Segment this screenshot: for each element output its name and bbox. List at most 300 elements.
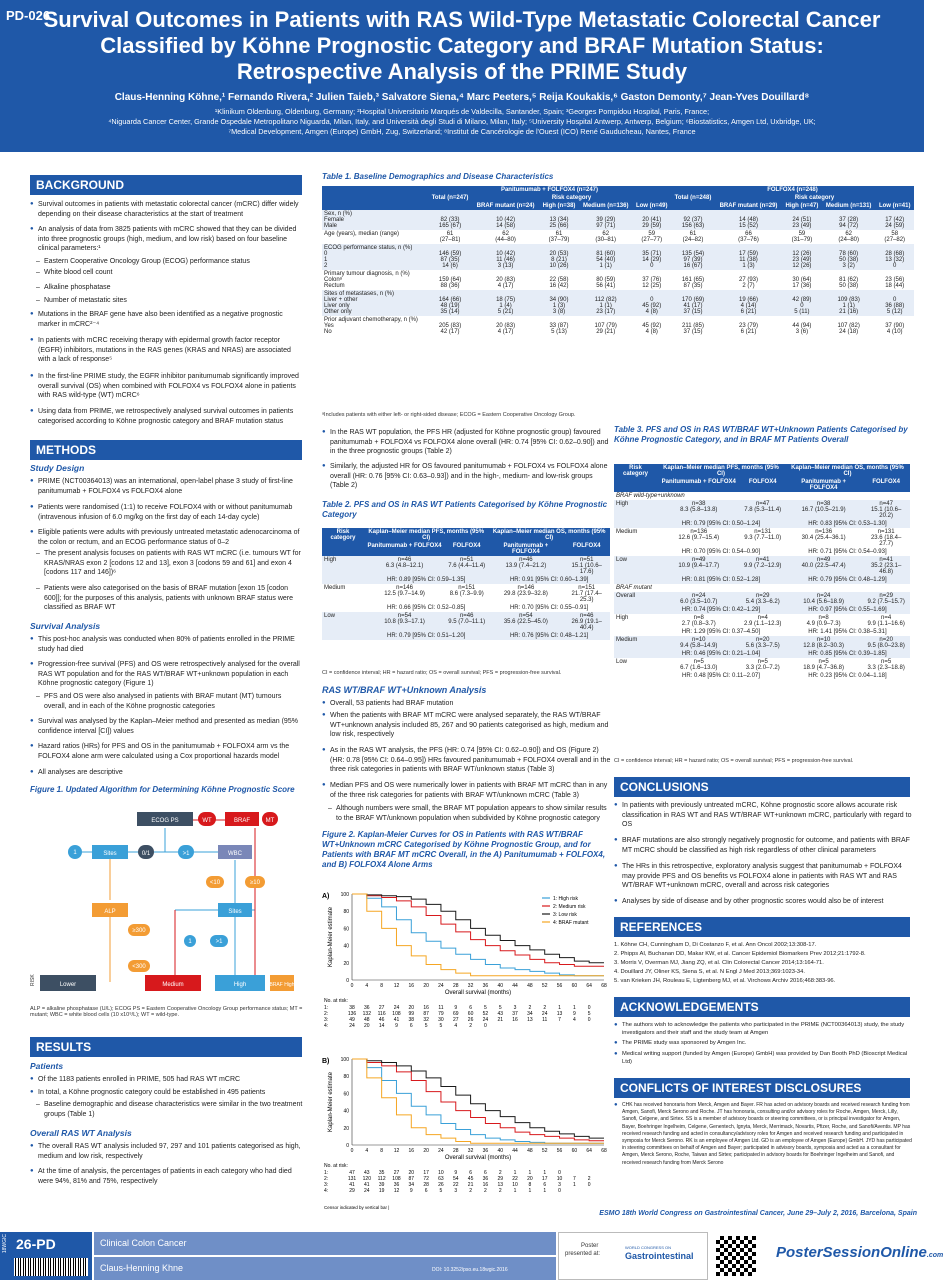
qr-code-icon[interactable] — [716, 1236, 756, 1276]
km-at-risk-value: 69 — [452, 1011, 459, 1017]
t1-cell: 161 (65) 87 (35) — [681, 277, 705, 289]
surv-bullet-5: ● All analyses are descriptive — [30, 768, 305, 778]
t1-cell: 107 (82) 24 (18) — [837, 323, 860, 335]
km-at-risk-value: 17 — [541, 1176, 548, 1182]
t1-cell: 20 (53) 8 (21) 10 (26) — [539, 244, 579, 270]
t1-cell: 22 (58) 16 (42) — [549, 277, 569, 289]
km-at-risk-value: 37 — [512, 1011, 518, 1017]
km-risk-category: Low — [614, 556, 657, 576]
t1-cell: 112 (82) 1 (1) 23 (17) — [579, 290, 633, 316]
t1-cell: 24 (51) 23 (49) — [782, 210, 822, 230]
km-x-tick: 28 — [452, 1148, 459, 1154]
t1-row — [322, 210, 914, 230]
t1-group-1: Panitumumab + FOLFOX4 (n=247) — [428, 186, 671, 194]
km-hr-os: HR: 0.71 [95% CI: 0.54–0.93] — [808, 549, 887, 555]
fc-lt10: <10 — [209, 880, 221, 886]
km-at-risk-value: 17 — [423, 1170, 429, 1176]
km-at-risk-value: 2: — [324, 1011, 329, 1017]
km-at-risk-value: 1 — [513, 1170, 517, 1176]
km-x-tick: 56 — [556, 983, 563, 989]
bg-dash-2: – White blood cell count — [30, 268, 305, 278]
km-blank — [614, 576, 657, 584]
overall-analysis-heading: Overall RAS WT Analysis — [30, 1128, 132, 1138]
km-at-risk-value: 24 — [541, 1011, 548, 1017]
km-at-risk-value: 28 — [423, 1182, 429, 1188]
km-at-risk-value: 4: — [324, 1188, 329, 1194]
t1-cell: 62 (24–80) — [838, 231, 859, 243]
km-at-risk-value: 0 — [558, 1170, 561, 1176]
km-risk-category: High — [322, 556, 364, 576]
km-x-tick: 64 — [586, 983, 592, 989]
surv-bullet-4: ● Hazard ratios (HRs) for PFS and OS in the panitumumab + FOLFOX4 arm vs the FOLFOX4 alone arm were calculated using a Cox proportional hazards model — [30, 742, 305, 761]
km-blank — [614, 628, 657, 636]
fc-braf-high: BRAF High — [269, 982, 295, 988]
km-panel-label: A) — [322, 893, 330, 900]
km-cell: n=54 35.6 (22.5–45.0) — [488, 612, 563, 632]
km-series-line — [352, 1059, 604, 1141]
km-y-label: Kaplan-Meier estimate — [328, 1071, 334, 1133]
t1-row-label: Sex, n (%) Female Male — [322, 210, 428, 230]
km-at-risk-value: 1 — [513, 1188, 517, 1194]
t1-col-10: Low (n=41) — [875, 202, 914, 210]
km-cell: n=24 10.4 (5.6–18.9) — [785, 592, 862, 606]
km-at-risk-value: 10 — [438, 1170, 444, 1176]
km-y-tick: 100 — [340, 892, 349, 898]
fc-alp: ALP — [104, 909, 116, 915]
t1-risk-1: Risk category — [472, 194, 671, 202]
km-cell: n=10 9.4 (5.8–14.9) — [657, 636, 741, 650]
km-at-risk-value: 2 — [587, 1176, 591, 1182]
footer-doi: DOI: 10.3252/pso.eu.18wgic.2016 — [432, 1267, 508, 1273]
km-at-risk-value: 5 — [484, 1005, 487, 1011]
km-y-tick: 100 — [340, 1057, 349, 1063]
km-cell: n=151 21.7 (17.4–25.3) — [571, 585, 602, 603]
km-panel — [322, 1057, 607, 1194]
km-hr-pfs: HR: 1.29 [95% CI: 0.37–4.50] — [681, 629, 761, 635]
km-x-tick: 40 — [497, 983, 504, 989]
km-x-tick: 24 — [438, 1148, 444, 1154]
km-cell: n=47 7.8 (5.3–11.4) — [741, 500, 785, 520]
t1-col-9: Medium (n=131) — [822, 202, 876, 210]
km-blank — [322, 576, 364, 584]
km-at-risk-value: 3: — [324, 1017, 329, 1023]
km-x-tick: 60 — [571, 983, 578, 989]
km-hr-os: HR: 0.76 [95% CI: 0.48–1.21] — [488, 632, 610, 640]
t1-cell: 10 (42) 14 (58) — [472, 210, 539, 230]
km-cell: n=41 9.9 (7.2–12.9) — [741, 556, 785, 576]
km-x-tick: 68 — [601, 1148, 607, 1154]
km-at-risk-value: 7 — [572, 1176, 576, 1182]
km-head-os: Kaplan–Meier median OS, months (95% CI) — [488, 528, 610, 542]
km-cell: n=41 35.2 (23.1–46.8) — [862, 556, 910, 576]
km-at-risk-value: 20 — [364, 1023, 370, 1029]
method-bullet-3: ● Eligible patients were adults with previously untreated metastatic adenocarcinoma of the colon or rectum, and an ECOG performance status of 0–2 — [30, 528, 305, 547]
poster-header — [0, 0, 924, 152]
t1-cell: 59 (27–77) — [641, 231, 663, 243]
t1-cell: 80 (59) 56 (41) — [596, 277, 616, 289]
km-censor-note: Censor indicated by vertical bar | — [324, 1205, 390, 1210]
t1-cell: 20 (83) 4 (17) — [496, 323, 516, 335]
km-x-tick: 48 — [527, 983, 533, 989]
km-x-tick: 12 — [393, 983, 400, 989]
km-at-risk-value: 22 — [512, 1176, 518, 1182]
km-cell: n=4 2.9 (1.1–12.3) — [744, 615, 782, 627]
km-head-arm: Panitumumab + FOLFOX4 — [785, 478, 862, 492]
km-x-tick: 28 — [452, 983, 459, 989]
t1-risk-2: Risk category — [715, 194, 914, 202]
barcode-icon — [14, 1258, 88, 1276]
km-at-risk-value: 2 — [484, 1188, 487, 1194]
concl-bullet-4: ● Analyses by side of disease and by other prognostic scores would also be of interest — [614, 897, 912, 907]
bg-bullet-3: ● Mutations in the BRAF gene have also been identified as a negative prognostic marker in mCRC²⁻⁴ — [30, 310, 305, 329]
km-at-risk-value: 2: — [324, 1176, 329, 1182]
km-hr-pfs: HR: 0.81 [95% CI: 0.52–1.28] — [657, 576, 785, 584]
km-risk-category: Medium — [324, 585, 346, 591]
km-head-arm: Panitumumab + FOLFOX4 — [657, 478, 741, 492]
km-x-tick: 52 — [541, 1148, 548, 1154]
km-cell: n=151 8.6 (7.3–9.9) — [449, 585, 484, 597]
t1-cell: 170 (69) 41 (17) 37 (15) — [671, 290, 715, 316]
km-blank — [614, 672, 657, 680]
t1-col-5: Low (n=49) — [633, 202, 671, 210]
km-at-risk-value: 1 — [572, 1182, 576, 1188]
ref-5: 5. van Krieken JH, Rouleau E, Ligtenberg MJ, et al. Virchows Archiv 2016;468:383-96. — [614, 978, 836, 984]
km-blank — [614, 548, 657, 556]
km-at-risk-value: 120 — [362, 1176, 371, 1182]
km-at-risk-value: 36 — [393, 1182, 400, 1188]
km-cell: n=146 29.8 (23.9–32.8) — [503, 585, 548, 597]
t1-cell: 211 (85) 37 (15) — [682, 323, 704, 335]
fc-01: 0/1 — [141, 851, 151, 857]
figure2-caption: Figure 2. Kaplan-Meier Curves for OS in Patients with RAS WT/BRAF WT+Unknown mCRC Categorised by Köhne Prognostic Group, and for Patients with BRAF MT mCRC Overall, in the A) Panitumumab + FOLFOX4, and B) FOLFOX4 Alone Arms — [322, 830, 606, 869]
acknowledgements-heading: ACKNOWLEDGEMENTS — [614, 997, 910, 1017]
t1-cell: 62 (30–81) — [595, 231, 617, 243]
km-at-risk-value: 9 — [454, 1005, 458, 1011]
km-at-risk-value: 12 — [393, 1188, 400, 1194]
km-cell: n=38 8.3 (5.8–13.8) — [657, 500, 741, 520]
t1-cell: 12 (26) 23 (49) 12 (26) — [782, 244, 822, 270]
t1-cell: 58 (27–82) — [884, 231, 906, 243]
km-at-risk-value: 79 — [438, 1011, 444, 1017]
km-at-risk-value: 1: — [324, 1005, 329, 1011]
km-at-risk-value: 16 — [512, 1017, 518, 1023]
bg-dash-3: – Alkaline phosphatase — [30, 283, 305, 293]
km-at-risk-value: 87 — [408, 1176, 415, 1182]
t1-cell: 164 (66) 48 (19) 35 (14) — [428, 290, 472, 316]
km-at-risk-value: 6 — [543, 1182, 547, 1188]
km-risk-category: Overall — [614, 592, 657, 606]
fc-wt: WT — [202, 818, 212, 824]
fc-ge300: ≥300 — [132, 928, 146, 934]
km-cell: n=47 15.1 (10.6–20.2) — [862, 500, 910, 520]
mid-bullet-2: ● Similarly, the adjusted HR for OS favoured panitumumab + FOLFOX4 vs FOLFOX4 alone overall (HR: 0.76 [95% CI: 0.63–0.93]) and in the high-, medium- and low-risk groups (Table 2) — [322, 462, 612, 491]
km-at-risk-value: 39 — [378, 1182, 385, 1188]
km-at-risk-value: 27 — [452, 1017, 459, 1023]
km-at-risk-value: 5 — [424, 1023, 428, 1029]
km-hr-os: HR: 0.79 [95% CI: 0.48–1.29] — [785, 576, 910, 584]
km-hr-pfs: HR: 0.66 [95% CI: 0.52–0.85] — [386, 605, 466, 611]
km-y-tick: 60 — [343, 1091, 349, 1098]
km-at-risk-value: 2 — [469, 1188, 472, 1194]
km-at-risk-value: 1 — [543, 1188, 547, 1194]
res-bullet-1: ● Of the 1183 patients enrolled in PRIME, 505 had RAS WT mCRC — [30, 1075, 305, 1085]
bg-bullet-4: ● In patients with mCRC receiving therapy with epidermal growth factor receptor (EGFR) inhibitors, mutations in the RAS genes (KRAS and NRAS) are associated with a lack of response⁵ — [30, 336, 305, 365]
references-heading: REFERENCES — [614, 917, 910, 937]
km-at-risk-value: 38 — [408, 1017, 415, 1023]
km-at-risk-value: 30 — [438, 1017, 444, 1023]
km-at-risk-value: 22 — [452, 1182, 459, 1188]
km-head-arm: FOLFOX4 — [563, 542, 610, 556]
t1-cell: 205 (83) 42 (17) — [438, 323, 462, 335]
km-cell: n=136 12.6 (9.7–15.4) — [678, 529, 720, 541]
t1-cell: 81 (62) 50 (38) — [839, 277, 859, 289]
km-hr-os: HR: 0.83 [95% CI: 0.53–1.30] — [785, 520, 910, 528]
t1-row — [322, 290, 914, 316]
km-series-line — [352, 1059, 604, 1143]
km-hr-os: HR: 0.91 [95% CI: 0.60–1.39] — [488, 576, 610, 584]
km-blank — [614, 650, 657, 658]
table1-caption: Table 1. Baseline Demographics and Disease Characteristics — [322, 172, 554, 181]
fc-lt300: <300 — [132, 964, 146, 970]
bg-dash-4: – Number of metastatic sites — [30, 296, 305, 306]
km-at-risk-value: 2 — [498, 1188, 502, 1194]
km-x-label: Overall survival (months) — [444, 1155, 512, 1161]
ref-2: 2. Phipps AI, Buchanan DD, Makar KW, et al. Cancer Epidemiol Biomarkers Prev 2012;21:1792-8. — [614, 951, 866, 957]
table2-caption: Table 2. PFS and OS in RAS WT Patients Categorised by Köhne Prognostic Category — [322, 500, 608, 519]
survival-analysis-heading: Survival Analysis — [30, 621, 101, 631]
t1-col-2: BRAF mutant (n=24) — [472, 202, 539, 210]
km-at-risk-value: 0 — [587, 1005, 591, 1011]
km-head-arm: FOLFOX4 — [741, 478, 785, 492]
km-at-risk-value: 0 — [587, 1182, 591, 1188]
km-at-risk-value: 5 — [587, 1011, 591, 1017]
ack-bullet-3: ● Medical writing support (funded by Amgen (Europe) GmbH) was provided by Dan Booth PhD (Bioscript Medical Ltd) — [614, 1050, 912, 1067]
footer-topic: Clinical Colon Cancer — [94, 1232, 556, 1255]
t1-col-8: High (n=47) — [782, 202, 822, 210]
km-at-risk-label: No. at risk: — [324, 1163, 348, 1169]
t1-cell: 23 (56) 18 (44) — [885, 277, 905, 289]
t1-cell: 18 (75) 1 (4) 5 (21) — [472, 290, 539, 316]
km-y-tick: 20 — [343, 960, 349, 967]
km-x-tick: 24 — [438, 983, 444, 989]
figure1-flowchart — [30, 800, 308, 998]
fc-wbc: WBC — [228, 851, 242, 857]
km-x-tick: 20 — [423, 983, 429, 989]
t1-cell: 0 45 (92) 4 (8) — [633, 290, 671, 316]
poster-word: Poster — [581, 1243, 599, 1249]
km-hr-pfs: HR: 0.79 [95% CI: 0.50–1.24] — [657, 520, 785, 528]
km-hr-pfs: HR: 0.70 [95% CI: 0.54–0.90] — [681, 549, 761, 555]
km-x-tick: 20 — [423, 1148, 429, 1154]
km-at-risk-value: 38 — [349, 1005, 355, 1011]
km-hr-os: HR: 0.85 [95% CI: 0.39–1.85] — [785, 650, 910, 658]
km-at-risk-value: 136 — [347, 1011, 357, 1017]
km-at-risk-value: 35 — [378, 1170, 385, 1176]
t1-cell: 78 (60) 50 (38) 3 (2) — [822, 244, 876, 270]
fc-ecog: ECOG PS — [151, 818, 179, 824]
km-cell: n=49 10.9 (9.4–17.7) — [657, 556, 741, 576]
km-x-tick: 36 — [482, 983, 489, 989]
bg-bullet-6: ● Using data from PRIME, we retrospectively analysed survival outcomes in patients categorised according to Köhne prognostic category and BRAF mutation status — [30, 407, 305, 426]
ref-4: 4. Douillard JY, Oliner KS, Siena S, et al. N Engl J Med 2013;369:1023-34. — [614, 969, 805, 975]
km-at-risk-value: 43 — [364, 1170, 370, 1176]
t1-col-4: Medium (n=136) — [579, 202, 633, 210]
table1 — [322, 186, 914, 336]
t1-cell: 20 (83) 4 (17) — [496, 277, 516, 289]
table3-footnote: CI = confidence interval; HR = hazard ratio; OS = overall survival; PFS = progression-free survival. — [614, 758, 854, 764]
method-dash-1: – The present analysis focuses on patients with RAS WT mCRC (i.e. tumours WT for KRAS/NRAS exon 2 [codons 12 and 13], exon 3 [codons 59 and 61] and exon 4 [codons 117 and 146])⁶ — [30, 549, 305, 578]
km-x-tick: 40 — [497, 1148, 504, 1154]
patients-heading: Patients — [30, 1061, 64, 1071]
km-at-risk-value: 8 — [528, 1182, 532, 1188]
km-at-risk-value: 0 — [587, 1017, 591, 1023]
km-at-risk-value: 27 — [378, 1005, 385, 1011]
km-at-risk-value: 16 — [482, 1182, 489, 1188]
km-cell: n=24 6.0 (3.5–10.7) — [657, 592, 741, 606]
km-at-risk-value: 43 — [497, 1011, 504, 1017]
km-cell: n=54 10.8 (9.3–17.1) — [364, 612, 445, 632]
km-head-risk: Risk category — [322, 528, 364, 556]
km-at-risk-value: 48 — [364, 1017, 370, 1023]
km-at-risk-value: 13 — [497, 1182, 504, 1188]
t1-col-7: BRAF mutant (n=29) — [715, 202, 782, 210]
km-cell: n=46 6.3 (4.8–12.1) — [364, 556, 445, 576]
km-cell: n=51 15.1 (10.6–17.6) — [563, 556, 610, 576]
km-at-risk-value: 24 — [393, 1005, 400, 1011]
t1-col-6: Total (n=248) — [671, 194, 715, 210]
km-at-risk-value: 20 — [408, 1170, 415, 1176]
km-legend-label: 1: High risk — [553, 896, 579, 902]
km-hr-os: HR: 0.70 [95% CI: 0.55–0.91] — [509, 605, 589, 611]
methods-heading: METHODS — [30, 440, 302, 460]
bg-dash-1: – Eastern Cooperative Oncology Group (ECOG) performance status — [30, 257, 305, 267]
table2 — [322, 528, 610, 640]
t1-cell: 14 (48) 15 (52) — [715, 210, 782, 230]
t1-cell: 92 (37) 156 (63) — [671, 210, 715, 230]
km-risk-category: High — [614, 500, 657, 520]
km-at-risk-value: 132 — [362, 1011, 371, 1017]
km-at-risk-value: 0 — [484, 1023, 487, 1029]
res-dash-1: – Baseline demographic and disease characteristics were similar in the two treatment groups (Table 1) — [30, 1100, 305, 1119]
fc-sites-2: Sites — [228, 909, 242, 915]
km-at-risk-value: 13 — [556, 1011, 563, 1017]
km-at-risk-value: 27 — [393, 1170, 400, 1176]
km-hr-pfs: HR: 0.74 [95% CI: 0.42–1.29] — [657, 606, 785, 614]
t1-cell: 33 (87) 5 (13) — [549, 323, 569, 335]
km-legend-label: 3: Low risk — [553, 912, 577, 918]
results-heading: RESULTS — [30, 1037, 302, 1057]
km-x-tick: 44 — [512, 983, 518, 989]
t1-cell: 30 (64) 17 (36) — [792, 277, 812, 289]
km-at-risk-value: 112 — [377, 1176, 386, 1182]
braf-section-title: RAS WT/BRAF WT+Unknown Analysis — [322, 685, 487, 695]
km-at-risk-value: 3 — [513, 1005, 517, 1011]
t1-cell: 28 (68) 13 (32) 0 — [875, 244, 914, 270]
t1-blank — [322, 186, 428, 194]
t1-cell: 23 (79) 6 (21) — [739, 323, 759, 335]
km-cell: n=8 4.9 (0.9–7.3) — [806, 615, 841, 627]
km-at-risk-value: 131 — [347, 1176, 357, 1182]
km-panel — [322, 892, 607, 1029]
fc-gt1: >1 — [182, 851, 190, 857]
km-x-tick: 16 — [408, 1148, 415, 1154]
km-at-risk-value: 2 — [498, 1170, 502, 1176]
ref-1: 1. Köhne CH, Cunningham D, Di Costanzo F, et al. Ann Oncol 2002;13:308-17. — [614, 942, 817, 948]
t1-cell: 34 (90) 1 (3) 3 (8) — [539, 290, 579, 316]
km-risk-category: Low — [322, 612, 364, 632]
t1-cell: 17 (42) 24 (59) — [875, 210, 914, 230]
km-at-risk-value: 6 — [469, 1170, 472, 1176]
km-at-risk-value: 2 — [528, 1005, 532, 1011]
km-hr-pfs: HR: 0.89 [95% CI: 0.59–1.35] — [364, 576, 488, 584]
t1-cell: 59 (31–79) — [791, 231, 813, 243]
t1-row-label: Sites of metastases, n (%) Liver + other Liver only Other only — [322, 290, 428, 316]
km-cell: n=20 9.5 (8.0–23.8) — [862, 636, 910, 650]
km-cell: n=131 9.3 (7.7–11.0) — [744, 529, 782, 541]
t1-row-label: ECOG performance status, n (%) 0 1 2 — [322, 244, 428, 270]
km-at-risk-value: 46 — [378, 1017, 385, 1023]
world-congress: WORLD CONGRESS ON — [625, 1245, 672, 1250]
t1-row-label: Prior adjuvant chemotherapy, n (%) Yes No — [324, 317, 418, 335]
surv-bullet-2: ● Progression-free survival (PFS) and OS were retrospectively analysed for the overall RAS WT population and for the RAS WT/BRAF WT+unknown population in each Köhne prognostic category (Figure 1) — [30, 660, 305, 689]
fc-braf: BRAF — [233, 818, 251, 824]
affiliation-1: ¹Klinikum Oldenburg, Oldenburg, Germany; ²Hospital Universitario Marqués de Valdecilla, Santander, Spain; ³Georges Pompidou Hospital, Paris, France; — [214, 107, 710, 116]
title-line-2: Classified by Köhne Prognostic Category and BRAF Mutation Status: — [100, 33, 824, 58]
km-at-risk-value: 41 — [393, 1017, 400, 1023]
t1-cell: 81 (60) 54 (40) 1 (1) — [579, 244, 633, 270]
fc-gt1-b: >1 — [215, 939, 223, 945]
km-y-tick: 80 — [343, 909, 349, 916]
km-x-tick: 52 — [541, 983, 548, 989]
t1-cell: 61 (27–81) — [439, 231, 461, 243]
km-x-tick: 64 — [586, 1148, 592, 1154]
ref-3: 3. Morris V, Overman MJ, Jiang ZQ, et al. Clin Colorectal Cancer 2014;13:164-71. — [614, 960, 824, 966]
km-hr-os: HR: 0.97 [95% CI: 0.55–1.69] — [785, 606, 910, 614]
km-cell: n=8 2.7 (0.8–3.7) — [681, 615, 716, 627]
km-y-tick: 0 — [346, 978, 349, 984]
km-at-risk-value: 20 — [408, 1005, 415, 1011]
km-at-risk-value: 1 — [558, 1005, 561, 1011]
table2-footnote: CI = confidence interval; HR = hazard ratio; OS = overall survival; PFS = progression-free survival. — [322, 670, 562, 676]
km-at-risk-value: 4 — [454, 1023, 458, 1029]
km-at-risk-value: 36 — [482, 1176, 489, 1182]
km-series-line — [352, 1059, 604, 1138]
km-at-risk-value: 60 — [467, 1011, 474, 1017]
km-at-risk-value: 34 — [408, 1182, 415, 1188]
km-at-risk-value: 29 — [497, 1176, 504, 1182]
km-at-risk-value: 11 — [438, 1005, 444, 1011]
postersessiononline-logo[interactable]: PosterSessionOnline.com — [776, 1244, 943, 1261]
t1-cell: 0 36 (88) 5 (12) — [875, 290, 914, 316]
concl-bullet-1: ● In patients with previously untreated mCRC, Köhne prognostic score allows accurate risk classification in RAS WT and RAS WT/BRAF WT+unknown mCRC, particularly with regard to OS — [614, 801, 912, 830]
km-legend-label: 4: BRAF mutant — [553, 920, 589, 926]
km-at-risk-value: 1 — [572, 1005, 576, 1011]
t1-row — [322, 244, 914, 270]
t1-cell: 45 (92) 4 (8) — [642, 323, 662, 335]
km-at-risk-value: 72 — [423, 1176, 429, 1182]
presented-at: presented at: — [565, 1251, 601, 1257]
km-at-risk-value: 45 — [467, 1176, 474, 1182]
km-at-risk-value: 13 — [527, 1017, 533, 1023]
km-at-risk-value: 63 — [438, 1176, 444, 1182]
km-risk-category: Medium — [614, 636, 657, 650]
surv-bullet-1: ● This post-hoc analysis was conducted when 80% of patients enrolled in the PRIME study had died — [30, 635, 305, 654]
mid-bullet-1: ● In the RAS WT population, the PFS HR (adjusted for Köhne prognostic group) favoured panitumumab + FOLFOX4 vs FOLFOX4 alone overall (HR: 0.74 [95% CI: 0.62–0.90]) and in the three prognostic groups (Table 2) — [322, 428, 612, 457]
km-x-tick: 0 — [350, 1148, 354, 1154]
km-cell: n=46 13.9 (7.4–21.2) — [488, 556, 563, 576]
t1-cell: 39 (29) 97 (71) — [579, 210, 633, 230]
km-cell: n=10 12.8 (8.2–30.3) — [785, 636, 862, 650]
